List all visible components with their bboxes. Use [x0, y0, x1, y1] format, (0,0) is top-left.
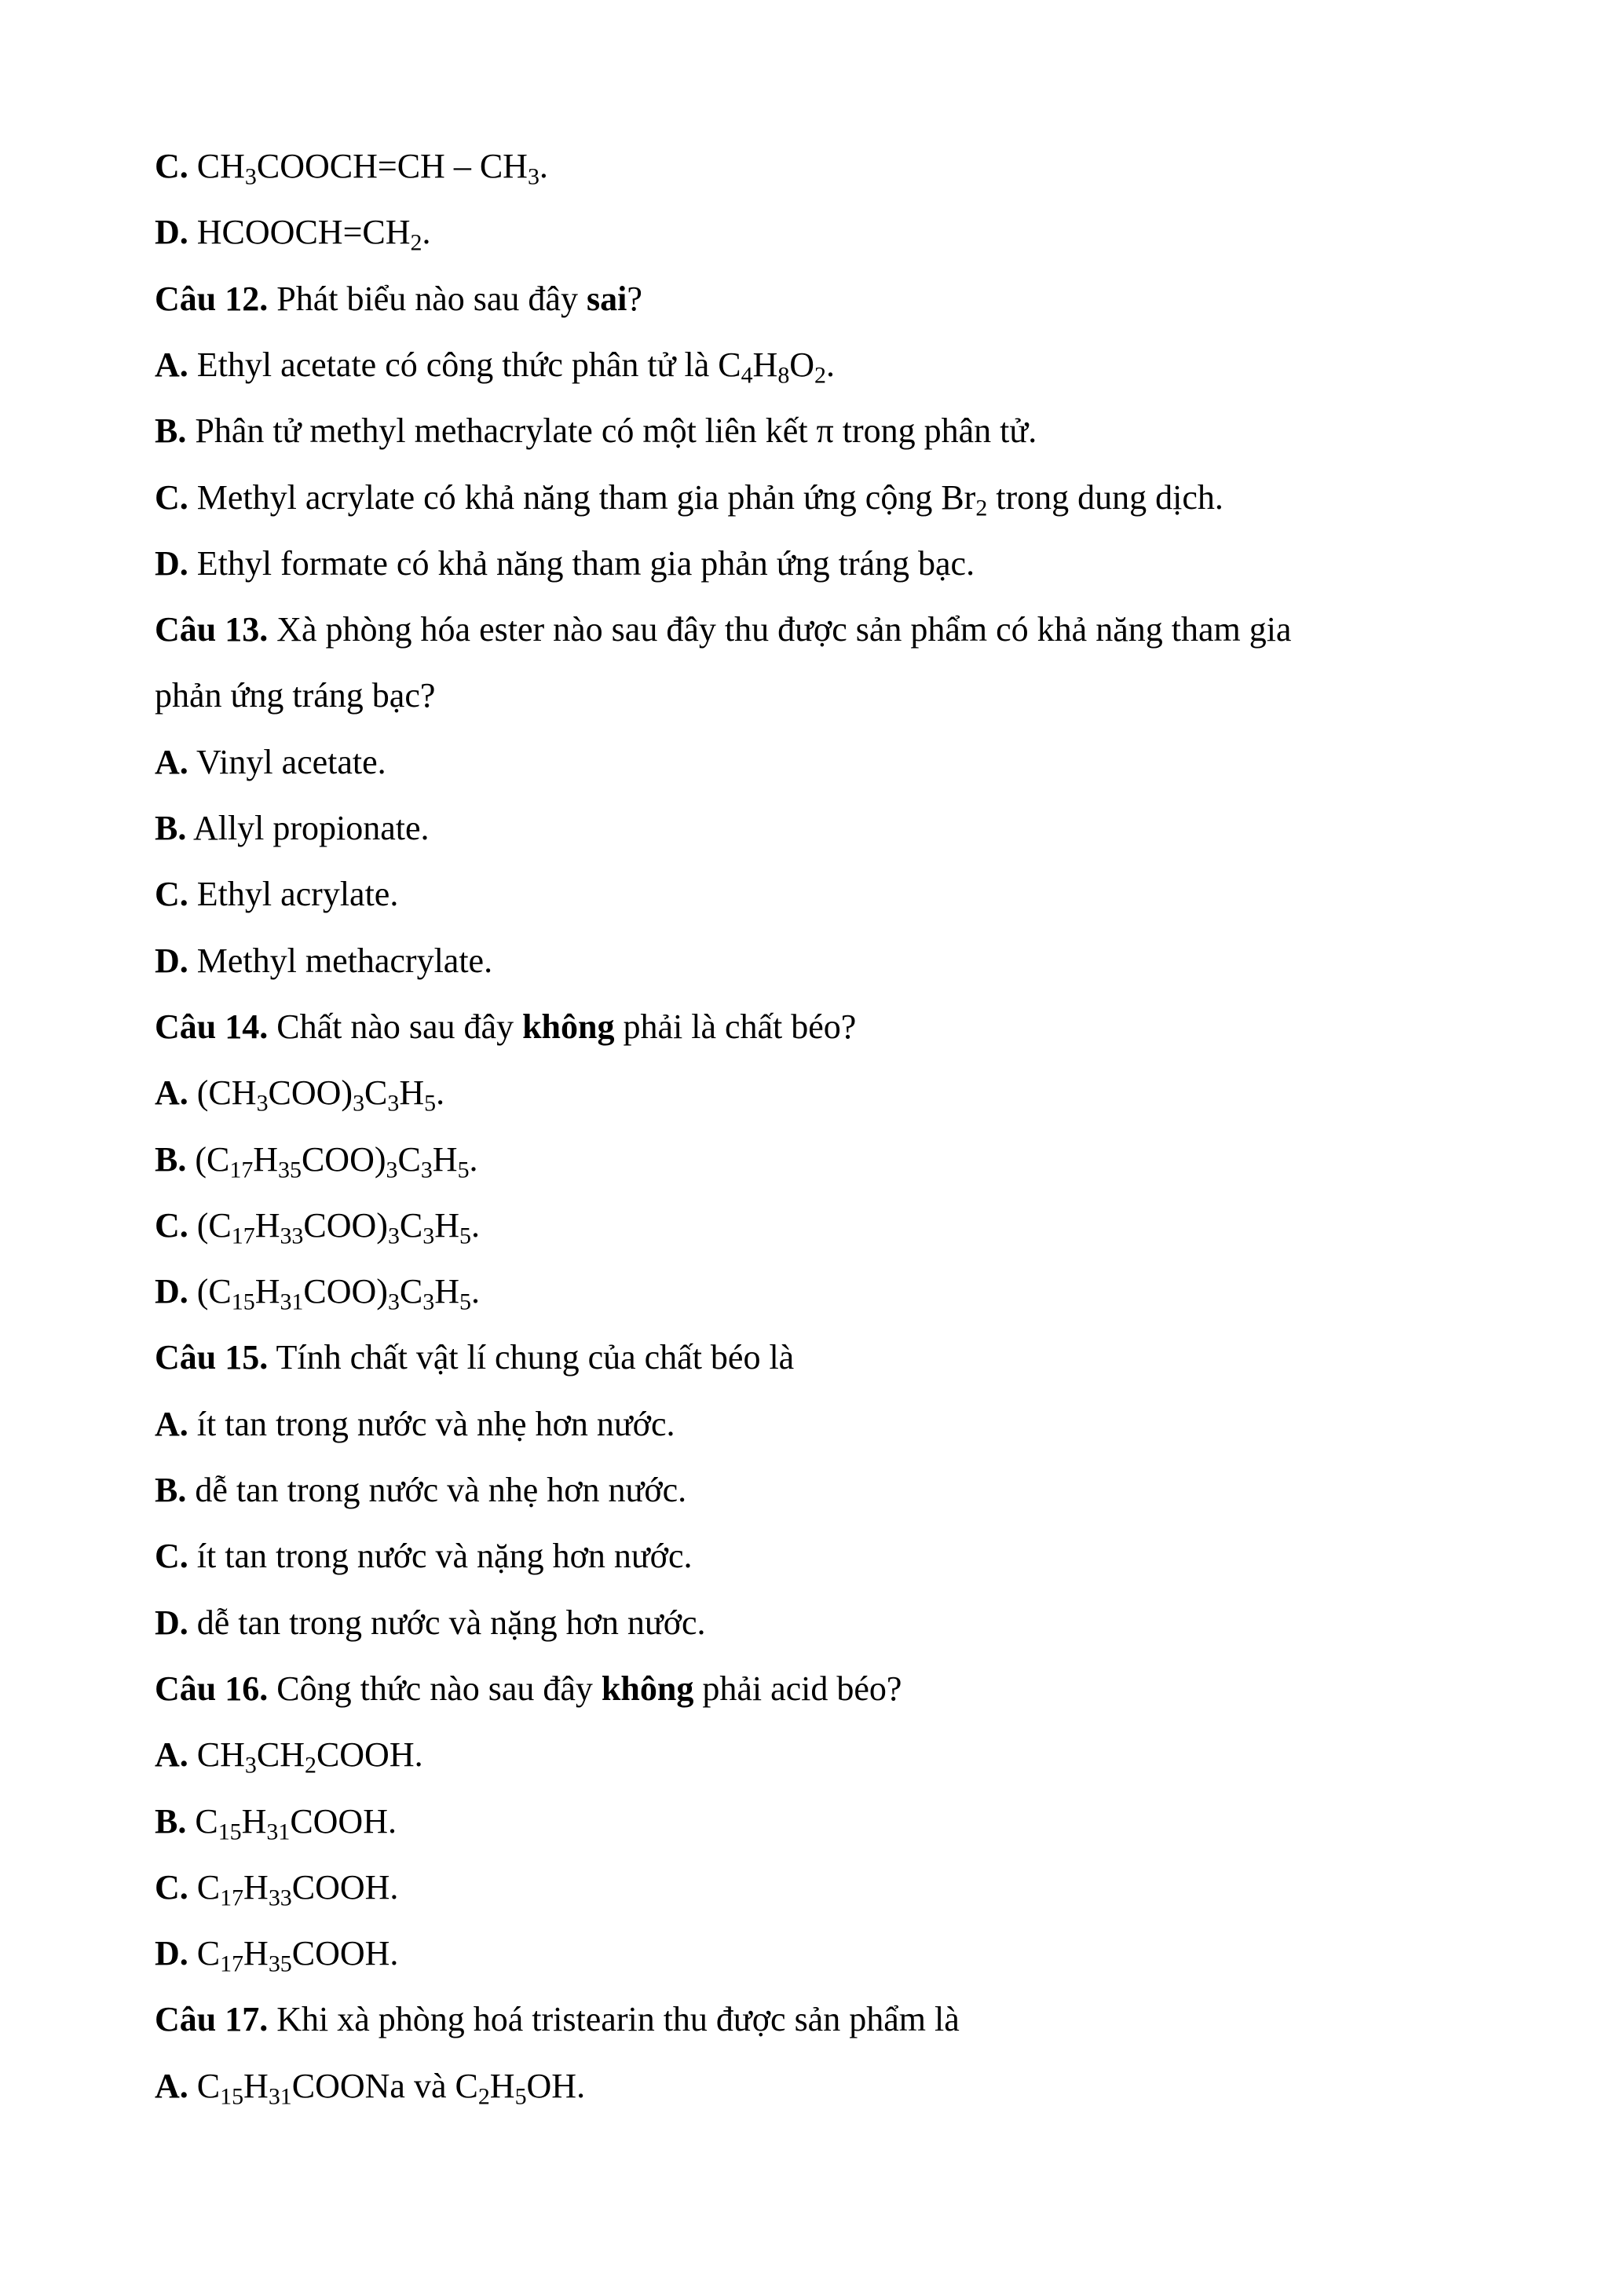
subscript: 5 [459, 1289, 471, 1315]
question-line [155, 1007, 857, 1046]
answer-option [155, 1473, 686, 1508]
text-run: COOH. [290, 1801, 397, 1841]
option-letter: A. [155, 1404, 188, 1443]
option-letter: D. [155, 1934, 188, 1973]
subscript: 5 [424, 1090, 437, 1117]
answer-option [155, 1139, 478, 1183]
text-run: COO) [303, 1205, 388, 1245]
option-letter: A. [155, 2066, 188, 2105]
question-number: Câu 15. [155, 1338, 269, 1377]
option-letter: A. [155, 742, 188, 781]
option-letter: B. [155, 1139, 187, 1179]
text-run: H [254, 1205, 280, 1245]
subscript: 2 [304, 1752, 316, 1779]
text-run: C [196, 1867, 221, 1907]
answer-option [155, 213, 431, 256]
text-run: Ethyl acrylate. [196, 875, 399, 914]
text-run: trong dung dịch. [987, 477, 1223, 517]
text-run: H [399, 1073, 425, 1113]
text-run: ? [627, 279, 642, 318]
text-run: COONa và C [291, 2066, 478, 2105]
subscript: 3 [386, 1156, 398, 1183]
answer-option [155, 477, 1223, 521]
subscript: 3 [244, 163, 257, 190]
text-run: . [470, 1272, 480, 1311]
subscript: 35 [268, 1951, 292, 1977]
text-run: C [399, 1205, 423, 1245]
text-run: Methyl methacrylate. [196, 941, 493, 980]
emphasis-text: không [522, 1007, 615, 1046]
text-run: Xà phòng hóa ester nào sau đây thu được sản phẩm có khả năng tham gia [276, 610, 1292, 649]
text-run: . [826, 345, 835, 384]
text-run: H [434, 1205, 459, 1245]
subscript: 4 [741, 362, 753, 389]
text-run: C [399, 1272, 423, 1311]
question-line [155, 1669, 902, 1708]
text-run: OH. [526, 2066, 586, 2105]
text-run: dễ tan trong nước và nhẹ hơn nước. [195, 1471, 687, 1509]
subscript: 3 [420, 1156, 433, 1183]
subscript: 3 [387, 1223, 400, 1249]
text-run: COOH. [316, 1735, 423, 1775]
answer-option [155, 345, 835, 389]
answer-option [155, 742, 386, 781]
subscript: 15 [220, 2083, 244, 2110]
text-run: (C [196, 1205, 232, 1245]
text-run: phải acid béo? [693, 1669, 902, 1708]
subscript: 17 [231, 1223, 255, 1249]
answer-option [155, 877, 398, 912]
answer-option [155, 1404, 675, 1443]
text-run: phản ứng tráng bạc? [155, 676, 436, 715]
text-run: HCOOCH=CH [196, 213, 411, 252]
option-letter: D. [155, 941, 188, 980]
option-letter: B. [155, 1801, 187, 1841]
subscript: 3 [387, 1090, 400, 1117]
text-run: H [241, 1801, 267, 1841]
text-run: . [436, 1073, 445, 1113]
text-run: H [432, 1139, 458, 1179]
subscript: 2 [477, 2083, 490, 2110]
text-run: H [253, 1139, 279, 1179]
subscript: 33 [268, 1885, 292, 1911]
subscript: 3 [422, 1223, 435, 1249]
emphasis-text: sai [586, 279, 627, 318]
text-run: . [469, 1139, 478, 1179]
text-run: CH [196, 147, 245, 185]
text-run: H [489, 2066, 515, 2105]
text-run: CH [196, 1735, 245, 1775]
text-run: H [254, 1272, 280, 1311]
answer-option [155, 811, 430, 846]
option-letter: A. [155, 345, 188, 384]
subscript: 2 [814, 362, 826, 389]
text-run: C [364, 1073, 388, 1113]
option-letter: D. [155, 1272, 188, 1311]
text-run: (C [196, 1272, 232, 1311]
subscript: 3 [353, 1090, 365, 1117]
text-run: C [397, 1139, 421, 1179]
text-run: COOH. [291, 1934, 399, 1973]
option-letter: D. [155, 543, 188, 583]
text-run: phải là chất béo? [614, 1007, 857, 1046]
text-run: (CH [196, 1073, 257, 1113]
subscript: 3 [422, 1289, 435, 1315]
text-run: C [196, 1934, 221, 1973]
subscript: 3 [256, 1090, 269, 1117]
option-letter: C. [155, 1537, 188, 1576]
answer-option [155, 1539, 692, 1574]
answer-option [155, 1073, 445, 1117]
question-number: Câu 12. [155, 279, 269, 318]
text-run: COO) [301, 1139, 386, 1179]
text-run: Vinyl acetate. [196, 742, 386, 781]
text-run: . [539, 147, 548, 185]
option-letter: C. [155, 477, 188, 517]
text-run: Phân tử methyl methacrylate có một liên kết π trong phân tử. [195, 411, 1037, 451]
text-run: dễ tan trong nước và nặng hơn nước. [196, 1603, 706, 1642]
answer-option [155, 1735, 423, 1779]
subscript: 5 [459, 1223, 471, 1249]
subscript: 33 [280, 1223, 304, 1249]
subscript: 15 [218, 1818, 242, 1844]
text-run: H [752, 345, 778, 384]
question-line [155, 279, 642, 318]
subscript: 2 [410, 229, 422, 256]
answer-option [155, 1934, 399, 1977]
text-run: . [470, 1205, 480, 1245]
option-letter: C. [155, 875, 188, 914]
subscript: 35 [278, 1156, 302, 1183]
answer-option [155, 1272, 480, 1315]
subscript: 31 [268, 2083, 292, 2110]
text-run: CH [256, 1735, 305, 1775]
text-run: COO) [268, 1073, 353, 1113]
text-run: Khi xà phòng hoá tristearin thu được sản phẩm là [276, 2000, 960, 2039]
subscript: 3 [527, 163, 540, 190]
text-run: Allyl propionate. [192, 809, 430, 847]
option-letter: D. [155, 213, 188, 252]
text-run: Phát biểu nào sau đây [276, 279, 587, 318]
option-letter: A. [155, 1735, 188, 1775]
question-number: Câu 16. [155, 1669, 269, 1708]
subscript: 31 [280, 1289, 304, 1315]
subscript: 8 [777, 362, 790, 389]
answer-option [155, 411, 1037, 451]
text-run: (C [195, 1139, 230, 1179]
text-run: Ethyl acetate có công thức phân tử là C [196, 345, 741, 384]
answer-option [155, 2066, 586, 2110]
option-letter: B. [155, 1471, 187, 1509]
answer-option [155, 1205, 480, 1249]
text-run: H [243, 2066, 269, 2105]
text-run: Ethyl formate có khả năng tham gia phản ứng tráng bạc. [196, 543, 975, 583]
text-run: Methyl acrylate có khả năng tham gia phản ứng cộng Br [196, 477, 976, 517]
text-run: H [243, 1867, 269, 1907]
text-run: ít tan trong nước và nhẹ hơn nước. [196, 1404, 675, 1443]
text-run: H [434, 1272, 459, 1311]
text-run: Chất nào sau đây [276, 1007, 523, 1046]
answer-option [155, 941, 493, 980]
option-letter: C. [155, 1205, 188, 1245]
subscript: 5 [457, 1156, 470, 1183]
question-number: Câu 13. [155, 610, 269, 649]
option-letter: D. [155, 1603, 188, 1642]
subscript: 17 [229, 1156, 254, 1183]
text-run: O [789, 345, 815, 384]
question-line [155, 1340, 794, 1375]
option-letter: C. [155, 1867, 188, 1907]
text-run: COO) [303, 1272, 388, 1311]
option-letter: A. [155, 1073, 188, 1113]
text-run: Tính chất vật lí chung của chất béo là [276, 1338, 795, 1377]
text-run: ít tan trong nước và nặng hơn nước. [196, 1537, 693, 1576]
option-letter: C. [155, 147, 188, 185]
subscript: 31 [266, 1818, 291, 1844]
subscript: 17 [220, 1951, 244, 1977]
question-line [155, 612, 1291, 647]
text-run: Công thức nào sau đây [276, 1669, 602, 1708]
question-line [155, 2002, 960, 2037]
text-run: . [422, 213, 431, 252]
emphasis-text: không [601, 1669, 694, 1708]
subscript: 2 [975, 494, 988, 521]
answer-option [155, 1801, 397, 1844]
text-run: COOCH=CH – CH [256, 147, 528, 185]
subscript: 3 [387, 1289, 400, 1315]
answer-option [155, 1867, 399, 1911]
text-run: H [243, 1934, 269, 1973]
subscript: 5 [514, 2083, 527, 2110]
subscript: 15 [231, 1289, 255, 1315]
text-run: COOH. [291, 1867, 399, 1907]
answer-option [155, 543, 975, 583]
text-run: C [195, 1801, 218, 1841]
option-letter: B. [155, 809, 187, 847]
answer-option [155, 1603, 706, 1642]
question-number: Câu 17. [155, 2000, 269, 2039]
text-run: C [196, 2066, 221, 2105]
question-continuation [155, 678, 435, 713]
question-number: Câu 14. [155, 1007, 269, 1046]
answer-option [155, 147, 548, 190]
subscript: 3 [244, 1752, 257, 1779]
option-letter: B. [155, 411, 187, 451]
subscript: 17 [220, 1885, 244, 1911]
